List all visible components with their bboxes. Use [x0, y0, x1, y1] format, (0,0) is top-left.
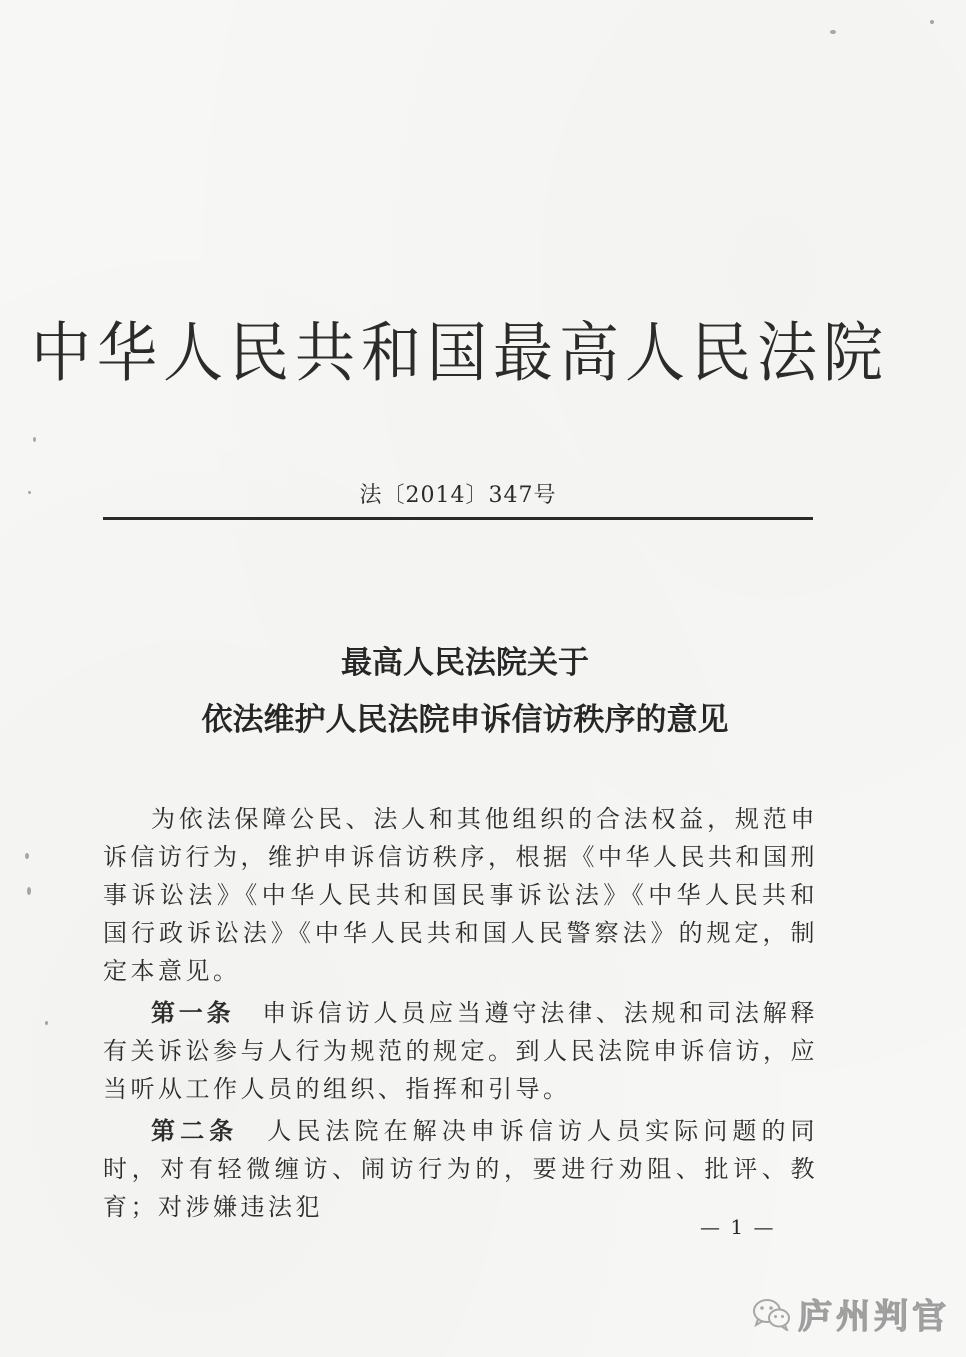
scan-speck — [28, 491, 31, 494]
watermark-text: 庐州判官 — [798, 1297, 950, 1337]
wechat-icon — [752, 1297, 792, 1331]
document-title-line-1: 最高人民法院关于 — [341, 645, 589, 681]
watermark — [752, 1289, 950, 1338]
scan-speck — [33, 437, 36, 442]
page-number: — 1 — — [700, 1215, 776, 1239]
scan-speck — [45, 1021, 48, 1025]
scan-speck — [25, 853, 29, 859]
article-1 — [103, 994, 818, 1108]
article-2 — [103, 1112, 818, 1226]
scan-speck — [930, 20, 934, 24]
document-title-line-2: 依法维护人民法院申诉信访秩序的意见 — [201, 702, 729, 738]
preamble-paragraph: 为依法保障公民、法人和其他组织的合法权益，规范申诉信访行为，维护申诉信访秩序，根据《中华人民共和国刑事诉讼法》《中华人民共和国民事诉讼法》《中华人民共和国行政诉讼法》《中华人民共和国人民警察法》的规定，制定本意见。 — [103, 805, 818, 985]
article-2-text: 人民法院在解决申诉信访人员实际问题的同时，对有轻微缠访、闹访行为的，要进行劝阻、批评、教育；对涉嫌违法犯 — [103, 1117, 819, 1221]
header-divider — [103, 517, 813, 520]
scan-speck — [830, 30, 836, 34]
document-number: 法〔2014〕347号 — [359, 483, 557, 508]
article-1-heading: 第一条 — [151, 999, 235, 1027]
article-2-heading: 第二条 — [151, 1117, 239, 1145]
article-1-text: 申诉信访人员应当遵守法律、法规和司法解释有关诉讼参与人行为规范的规定。到人民法院申诉信访，应当听从工作人员的组织、指挥和引导。 — [103, 999, 819, 1103]
document-body — [103, 800, 818, 1226]
scan-speck — [27, 887, 31, 895]
issuer-header: 中华人民共和国最高人民法院 — [31, 315, 889, 392]
